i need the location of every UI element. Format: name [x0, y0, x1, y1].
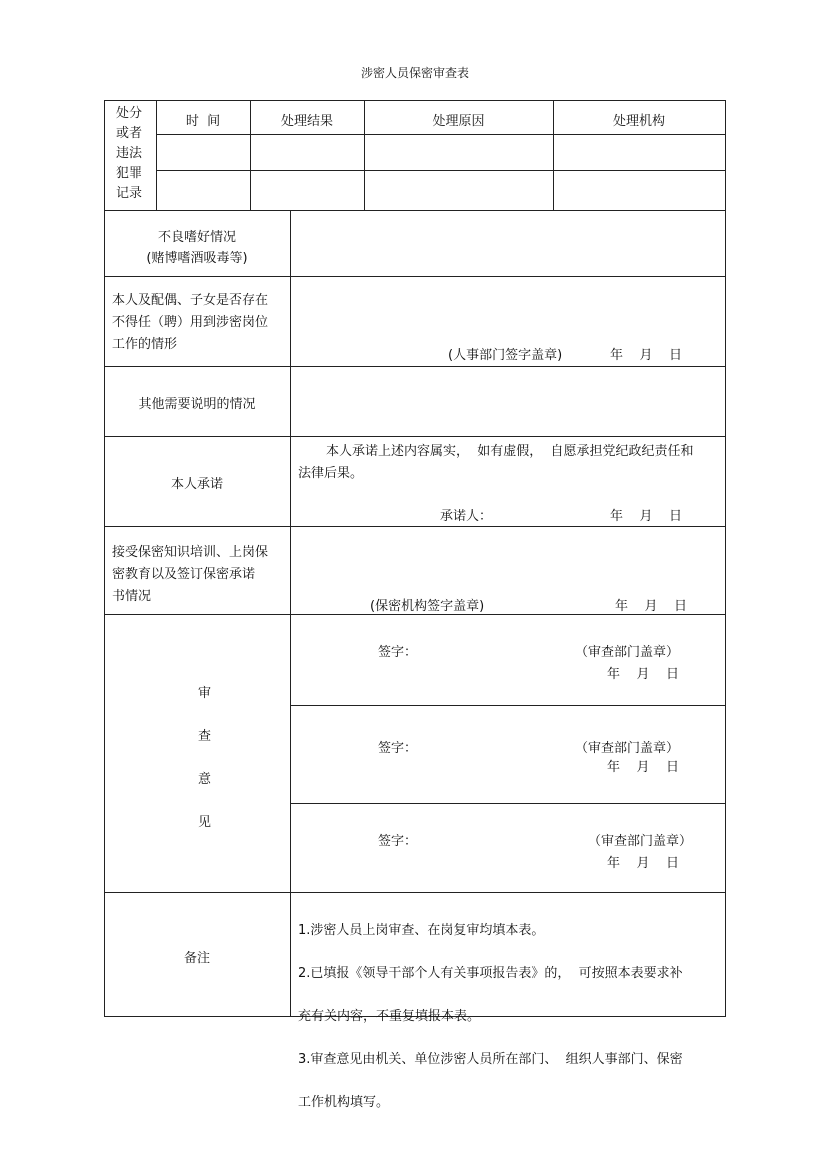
label-line: 工作的情形	[112, 337, 178, 352]
date: 年 月 日	[607, 856, 680, 871]
header-result: 处理结果	[280, 114, 333, 129]
habits-sublabel: (赌博嗜酒吸毒等)	[146, 251, 248, 266]
table-border	[290, 210, 291, 1016]
table-border	[290, 705, 726, 706]
sign-label: 签字：	[378, 741, 418, 756]
table-border	[725, 100, 726, 1017]
label-line: 犯罪	[116, 166, 143, 181]
table-border	[104, 210, 726, 211]
date: 年 月 日	[607, 667, 680, 682]
review-stamp: （审查部门盖章）	[588, 834, 693, 849]
label-line: 密教育以及签订保密承诺	[112, 567, 256, 582]
promise-text: 本人承诺上述内容属实， 如有虚假， 自愿承担党纪政纪责任和	[326, 444, 694, 459]
label-line: 不得任（聘）用到涉密岗位	[112, 315, 269, 330]
review-label-char: 意	[198, 772, 212, 787]
training-label	[112, 542, 268, 608]
habits-label: 不良嗜好情况	[157, 230, 236, 245]
note-line: 2.已填报《领导干部个人有关事项报告表》的， 可按照本表要求补	[298, 965, 683, 981]
note-line: 1.涉密人员上岗审查、在岗复审均填本表。	[298, 922, 545, 938]
record-label	[116, 104, 146, 204]
review-label-char: 查	[198, 729, 212, 744]
table-border	[104, 276, 726, 277]
label-line: 违法	[116, 146, 143, 161]
label-line: 接受保密知识培训、上岗保	[112, 545, 269, 560]
other-label: 其他需要说明的情况	[138, 397, 256, 412]
relatives-label	[112, 290, 268, 356]
sign-label: 签字：	[378, 834, 418, 849]
label-line: 或者	[116, 126, 143, 141]
label-line: 本人及配偶、子女是否存在	[112, 293, 269, 308]
table-border	[290, 803, 726, 804]
hr-stamp: (人事部门签字盖章)	[448, 348, 563, 363]
notes-label: 备注	[183, 951, 210, 966]
table-border	[104, 366, 726, 367]
table-border	[104, 100, 726, 101]
notes-text	[298, 898, 683, 1135]
header-time: 时 间	[185, 114, 221, 129]
promise-text: 法律后果。	[298, 466, 364, 481]
review-stamp: （审查部门盖章）	[575, 741, 680, 756]
label-line: 书情况	[112, 589, 152, 604]
sign-label: 签字：	[378, 645, 418, 660]
note-line: 充有关内容，不重复填报本表。	[298, 1008, 481, 1024]
review-label-char: 见	[198, 815, 212, 830]
date: 年 月 日	[607, 760, 680, 775]
note-line: 3.审查意见由机关、单位涉密人员所在部门、 组织人事部门、保密	[298, 1051, 683, 1067]
security-stamp: (保密机构签字盖章)	[370, 599, 485, 614]
table-border	[104, 526, 726, 527]
note-line: 工作机构填写。	[298, 1094, 390, 1110]
table-border	[104, 436, 726, 437]
date: 年 月 日	[615, 599, 688, 614]
table-border	[104, 614, 726, 615]
label-line: 记录	[116, 186, 143, 201]
signer-label: 承诺人：	[440, 509, 493, 524]
date: 年 月 日	[610, 348, 683, 363]
promise-label: 本人承诺	[170, 477, 223, 492]
table-border	[156, 170, 726, 171]
table-border	[156, 134, 726, 135]
header-agency: 处理机构	[612, 114, 665, 129]
date: 年 月 日	[610, 509, 683, 524]
page-title: 涉密人员保密审查表	[360, 66, 469, 80]
header-reason: 处理原因	[432, 114, 485, 129]
table-border	[104, 892, 726, 893]
review-stamp: （审查部门盖章）	[575, 645, 680, 660]
label-line: 处分	[116, 106, 143, 121]
review-label-char: 审	[198, 686, 212, 701]
